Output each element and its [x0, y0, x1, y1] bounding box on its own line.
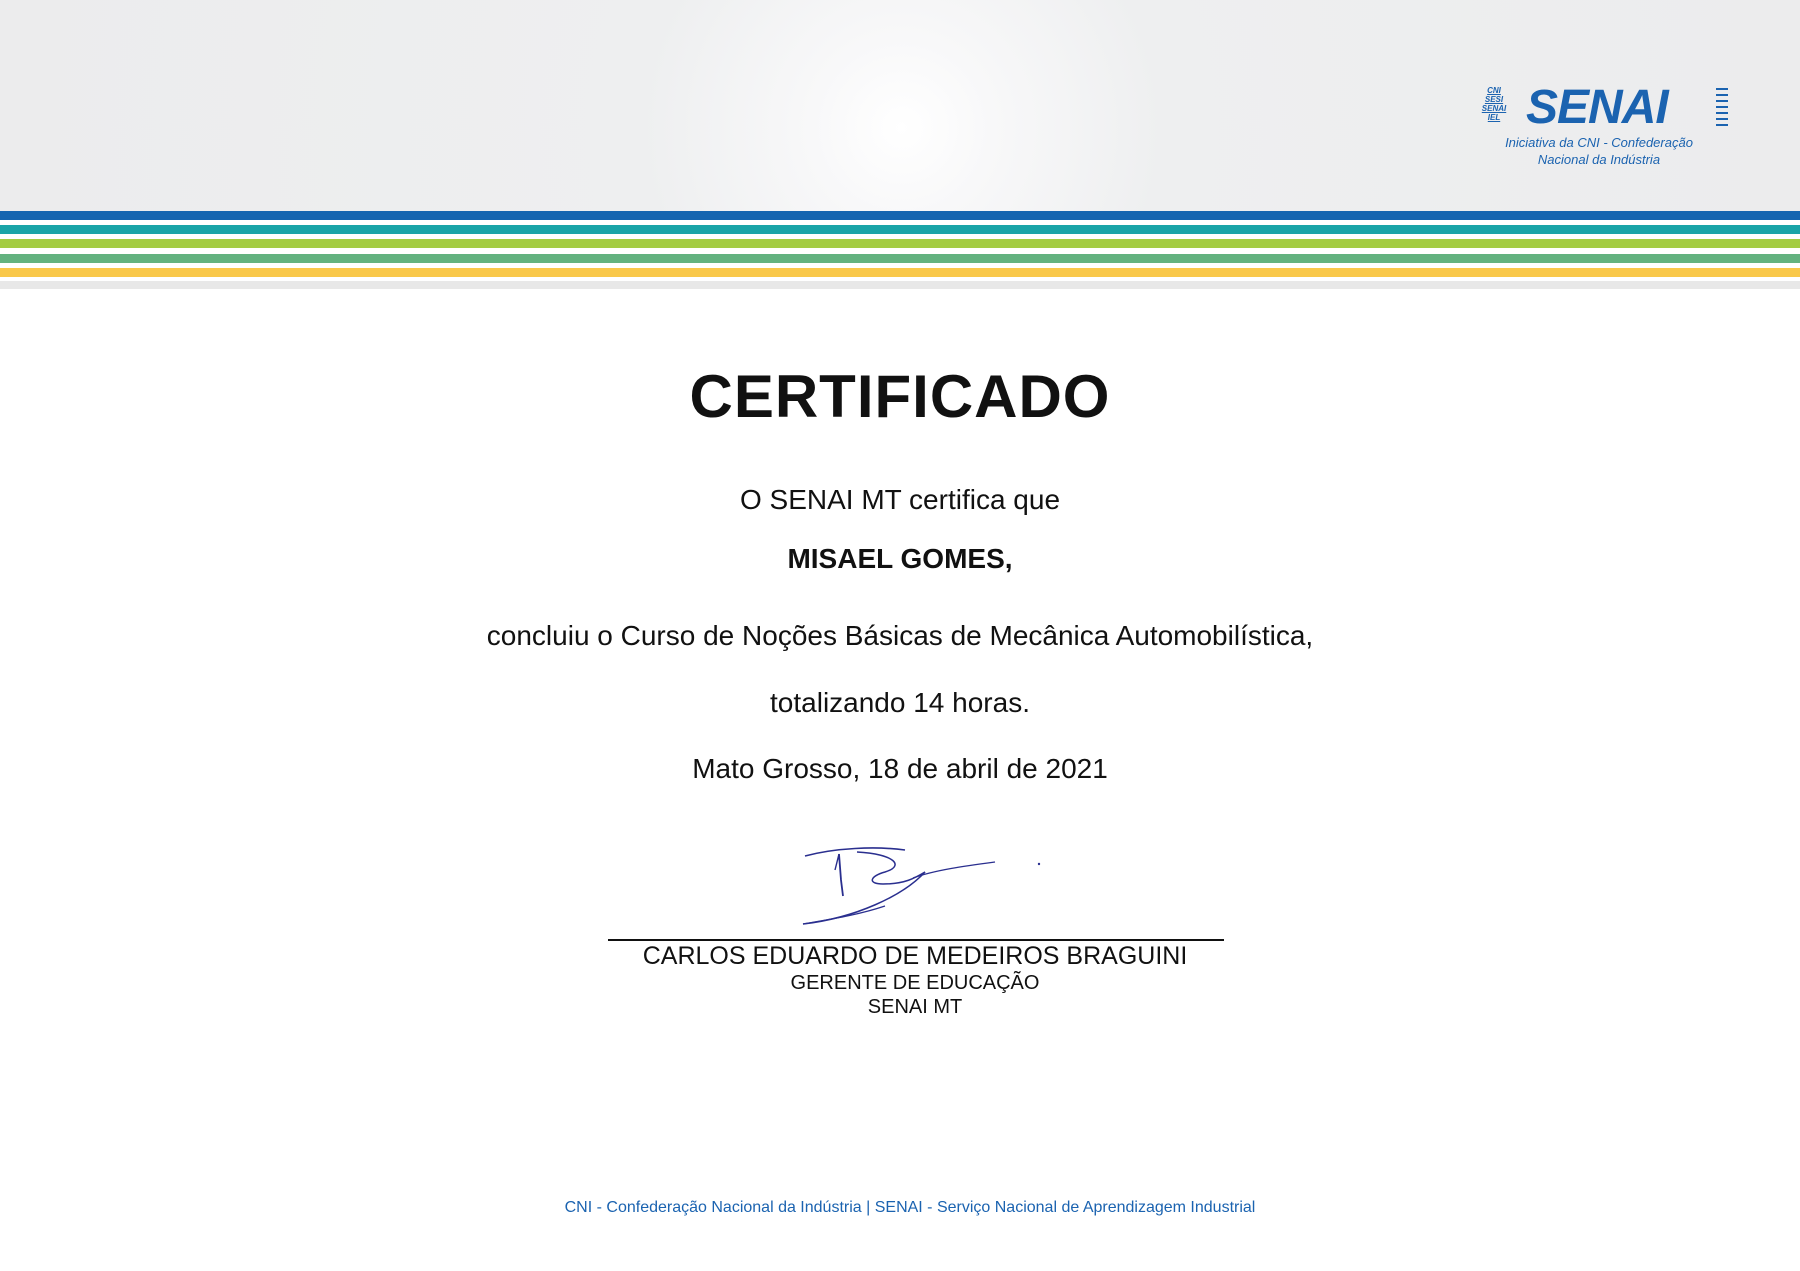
- certificate-intro: O SENAI MT certifica que: [739, 484, 1061, 515]
- signatory-role: GERENTE DE EDUCAÇÃO: [790, 972, 1040, 994]
- hours-line: totalizando 14 horas.: [770, 687, 1030, 718]
- logo-subtitle: Iniciativa da CNI - Confederação Nacional da Indústria: [1505, 135, 1693, 167]
- stripe-gray: [0, 281, 1800, 289]
- recipient-name: MISAEL GOMES,: [787, 543, 1013, 574]
- senai-logo: [1474, 81, 1724, 170]
- stripe-lime: [0, 239, 1800, 248]
- signatory-name: CARLOS EDUARDO DE MEDEIROS BRAGUINI: [642, 942, 1188, 970]
- stripe-teal: [0, 225, 1800, 234]
- footer-text: CNI - Confederação Nacional da Indústria | SENAI - Serviço Nacional de Aprendizagem Industrial: [564, 1199, 1256, 1216]
- decorative-stripes: [0, 211, 1800, 289]
- place-date: Mato Grosso, 18 de abril de 2021: [692, 753, 1108, 784]
- handwritten-signature: [795, 840, 1045, 930]
- course-line: concluiu o Curso de Noções Básicas de Mecânica Automobilística,: [486, 620, 1314, 651]
- stripe-yellow: [0, 268, 1800, 277]
- stripe-blue: [0, 211, 1800, 220]
- stripe-green: [0, 254, 1800, 263]
- senai-wordmark: SENAI: [1526, 81, 1668, 134]
- certificate-title: CERTIFICADO: [689, 363, 1111, 430]
- logo-lines-icon: [1716, 88, 1728, 126]
- system-logo-mini: CNI SESI SENAI IEL: [1481, 86, 1507, 122]
- signatory-organization: SENAI MT: [867, 996, 963, 1018]
- signature-line: [608, 939, 1224, 941]
